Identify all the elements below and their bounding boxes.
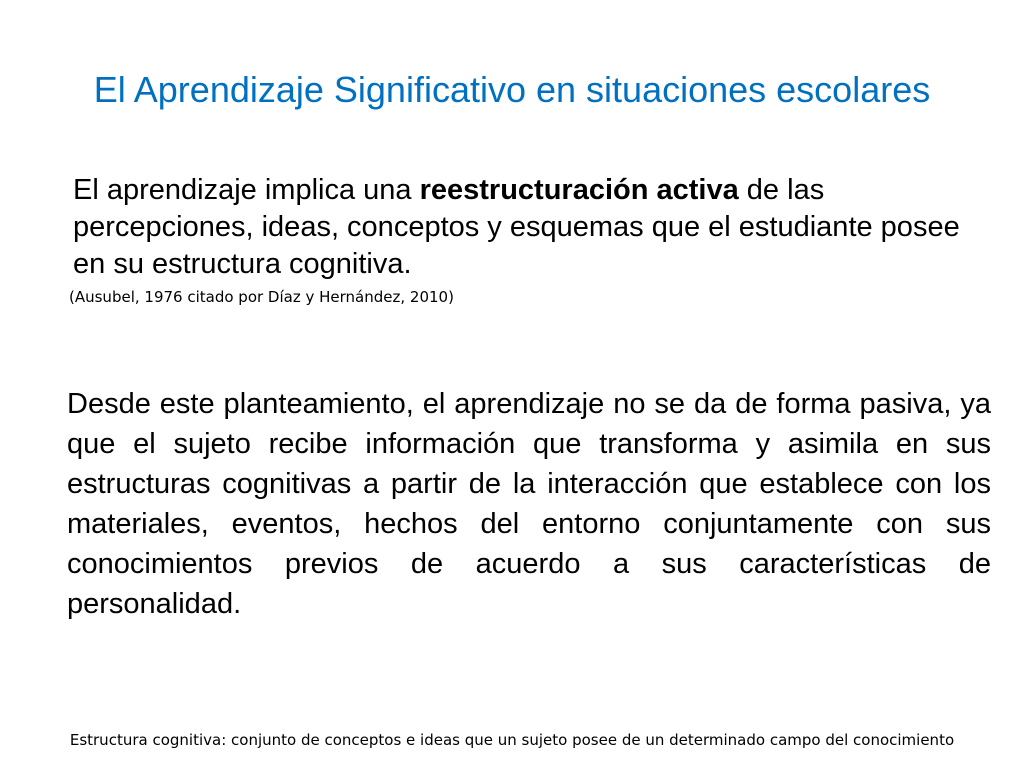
slide-title: El Aprendizaje Significativo en situaciones escolares (93, 69, 931, 110)
quote-text (73, 172, 973, 283)
footnote: Estructura cognitiva: conjunto de conceptos e ideas que un sujeto posee de un determinado campo del conocimiento (69, 731, 955, 749)
quote-text-start: El aprendizaje implica una (73, 174, 420, 206)
body-paragraph: Desde este planteamiento, el aprendizaje no se da de forma pasiva, ya que el sujeto recibe información que transforma y asimila en sus estructuras cognitivas a partir de la interacción que establece con los materiales, eventos, hechos del entorno conjuntamente con sus conocimientos previos de acuerdo a sus características de personalidad. (67, 388, 991, 620)
quote-text-end: de las percepciones, ideas, conceptos y esquemas que el estudiante posee en su estructura cognitiva. (73, 174, 960, 280)
quote-block (69, 172, 973, 307)
quote-emphasis: reestructuración activa (419, 174, 739, 206)
citation: (Ausubel, 1976 citado por Díaz y Hernández, 2010) (69, 288, 454, 306)
